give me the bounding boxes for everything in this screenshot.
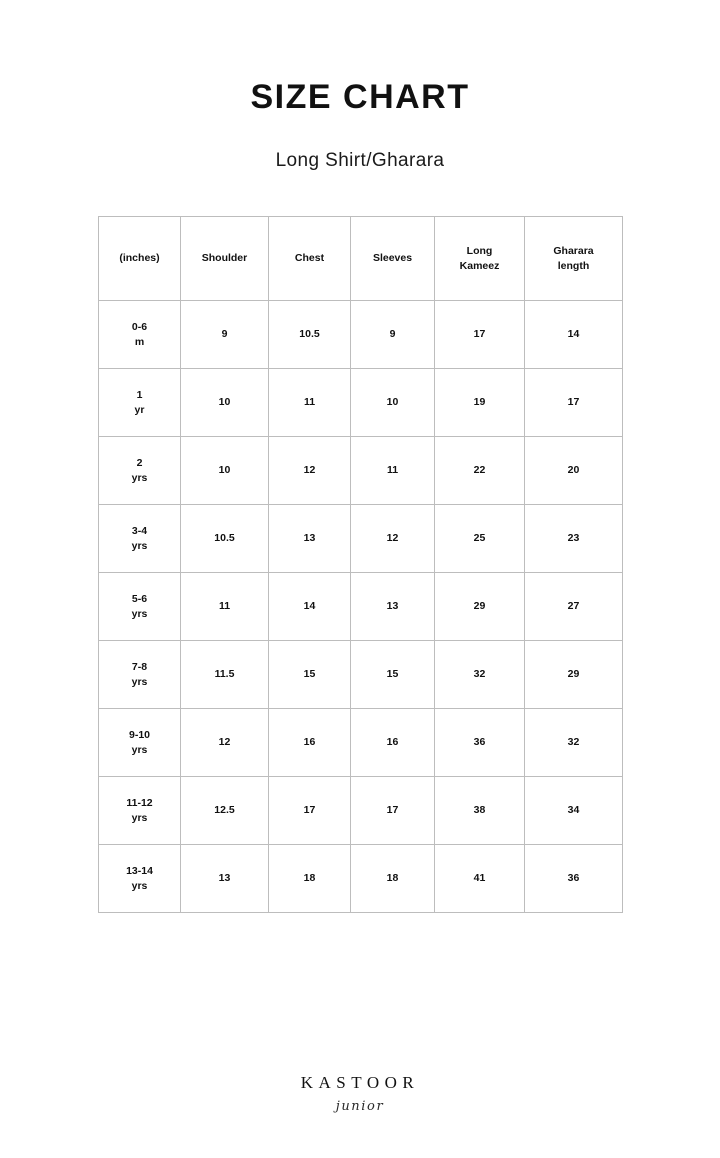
column-header-gharara-length-line1: Gharara — [553, 245, 594, 258]
column-header-chest — [269, 217, 351, 301]
cell-chest: 13 — [269, 505, 351, 573]
table-body — [99, 301, 623, 913]
cell-size-line1: 9-10 — [128, 729, 150, 742]
brand-subtitle: junior — [335, 1099, 385, 1114]
cell-size — [99, 709, 181, 777]
cell-chest: 11 — [269, 369, 351, 437]
column-header-gharara-length — [525, 217, 623, 301]
cell-shoulder: 13 — [181, 845, 269, 913]
cell-size-line2: yrs — [131, 675, 148, 688]
cell-gharara-length: 23 — [525, 505, 623, 573]
cell-chest: 16 — [269, 709, 351, 777]
column-header-gharara-length-line2: length — [557, 259, 590, 272]
table-row — [99, 505, 623, 573]
cell-chest: 14 — [269, 573, 351, 641]
cell-sleeves: 11 — [351, 437, 435, 505]
cell-size-line1: 2 — [136, 457, 143, 470]
table-row — [99, 301, 623, 369]
cell-size-line1: 11-12 — [126, 797, 153, 810]
table-row — [99, 777, 623, 845]
cell-gharara-length: 36 — [525, 845, 623, 913]
cell-size-line2: m — [134, 335, 145, 348]
cell-gharara-length: 17 — [525, 369, 623, 437]
cell-long-kameez: 25 — [435, 505, 525, 573]
cell-sleeves: 12 — [351, 505, 435, 573]
cell-size-line2: yrs — [131, 811, 148, 824]
cell-size-line1: 13-14 — [126, 865, 153, 878]
column-header-shoulder-line1: Shoulder — [201, 252, 248, 265]
cell-shoulder: 10 — [181, 369, 269, 437]
cell-sleeves: 9 — [351, 301, 435, 369]
cell-size — [99, 777, 181, 845]
cell-size-line1: 5-6 — [131, 593, 148, 606]
cell-size — [99, 573, 181, 641]
column-header-long-kameez — [435, 217, 525, 301]
cell-size-line2: yrs — [131, 607, 148, 620]
cell-sleeves: 16 — [351, 709, 435, 777]
footer — [0, 1073, 720, 1114]
brand-name: KASTOOR — [300, 1073, 420, 1092]
cell-size-line2: yrs — [131, 471, 148, 484]
column-header-chest-line1: Chest — [294, 252, 325, 265]
cell-long-kameez: 41 — [435, 845, 525, 913]
cell-sleeves: 13 — [351, 573, 435, 641]
cell-gharara-length: 29 — [525, 641, 623, 709]
cell-gharara-length: 20 — [525, 437, 623, 505]
cell-long-kameez: 32 — [435, 641, 525, 709]
table-row — [99, 641, 623, 709]
column-header-long-kameez-line1: Long — [466, 245, 493, 258]
table-header-row — [99, 217, 623, 301]
size-chart-page — [0, 78, 720, 1158]
cell-gharara-length: 32 — [525, 709, 623, 777]
cell-size-line2: yrs — [131, 879, 148, 892]
table-row — [99, 437, 623, 505]
cell-chest: 15 — [269, 641, 351, 709]
cell-size-line1: 1 — [136, 389, 143, 402]
cell-size — [99, 437, 181, 505]
cell-chest: 17 — [269, 777, 351, 845]
cell-size — [99, 641, 181, 709]
cell-shoulder: 11.5 — [181, 641, 269, 709]
page-subtitle: Long Shirt/Gharara — [275, 150, 445, 171]
column-header-shoulder — [181, 217, 269, 301]
column-header-sleeves — [351, 217, 435, 301]
column-header-sleeves-line1: Sleeves — [372, 252, 413, 265]
column-header-long-kameez-line2: Kameez — [459, 259, 500, 272]
size-chart-table — [98, 216, 623, 913]
cell-sleeves: 10 — [351, 369, 435, 437]
cell-gharara-length: 14 — [525, 301, 623, 369]
cell-size-line1: 7-8 — [131, 661, 148, 674]
cell-sleeves: 18 — [351, 845, 435, 913]
column-header-units — [99, 217, 181, 301]
cell-shoulder: 10.5 — [181, 505, 269, 573]
page-title: SIZE CHART — [250, 78, 470, 116]
cell-shoulder: 9 — [181, 301, 269, 369]
cell-shoulder: 12 — [181, 709, 269, 777]
cell-shoulder: 11 — [181, 573, 269, 641]
cell-long-kameez: 22 — [435, 437, 525, 505]
size-chart-table-wrapper — [98, 216, 622, 913]
cell-chest: 12 — [269, 437, 351, 505]
cell-size — [99, 301, 181, 369]
table-row — [99, 573, 623, 641]
cell-size-line1: 0-6 — [131, 321, 148, 334]
cell-size — [99, 369, 181, 437]
cell-size-line2: yr — [134, 403, 145, 416]
cell-long-kameez: 36 — [435, 709, 525, 777]
cell-sleeves: 15 — [351, 641, 435, 709]
cell-size — [99, 505, 181, 573]
cell-size-line1: 3-4 — [131, 525, 148, 538]
cell-gharara-length: 27 — [525, 573, 623, 641]
cell-shoulder: 10 — [181, 437, 269, 505]
cell-sleeves: 17 — [351, 777, 435, 845]
cell-long-kameez: 29 — [435, 573, 525, 641]
cell-long-kameez: 17 — [435, 301, 525, 369]
table-row — [99, 369, 623, 437]
cell-size-line2: yrs — [131, 743, 148, 756]
cell-chest: 18 — [269, 845, 351, 913]
cell-size-line2: yrs — [131, 539, 148, 552]
table-header — [99, 217, 623, 301]
column-header-units-line1: (inches) — [119, 252, 160, 265]
cell-long-kameez: 38 — [435, 777, 525, 845]
cell-size — [99, 845, 181, 913]
cell-shoulder: 12.5 — [181, 777, 269, 845]
cell-long-kameez: 19 — [435, 369, 525, 437]
table-row — [99, 845, 623, 913]
cell-gharara-length: 34 — [525, 777, 623, 845]
cell-chest: 10.5 — [269, 301, 351, 369]
table-row — [99, 709, 623, 777]
